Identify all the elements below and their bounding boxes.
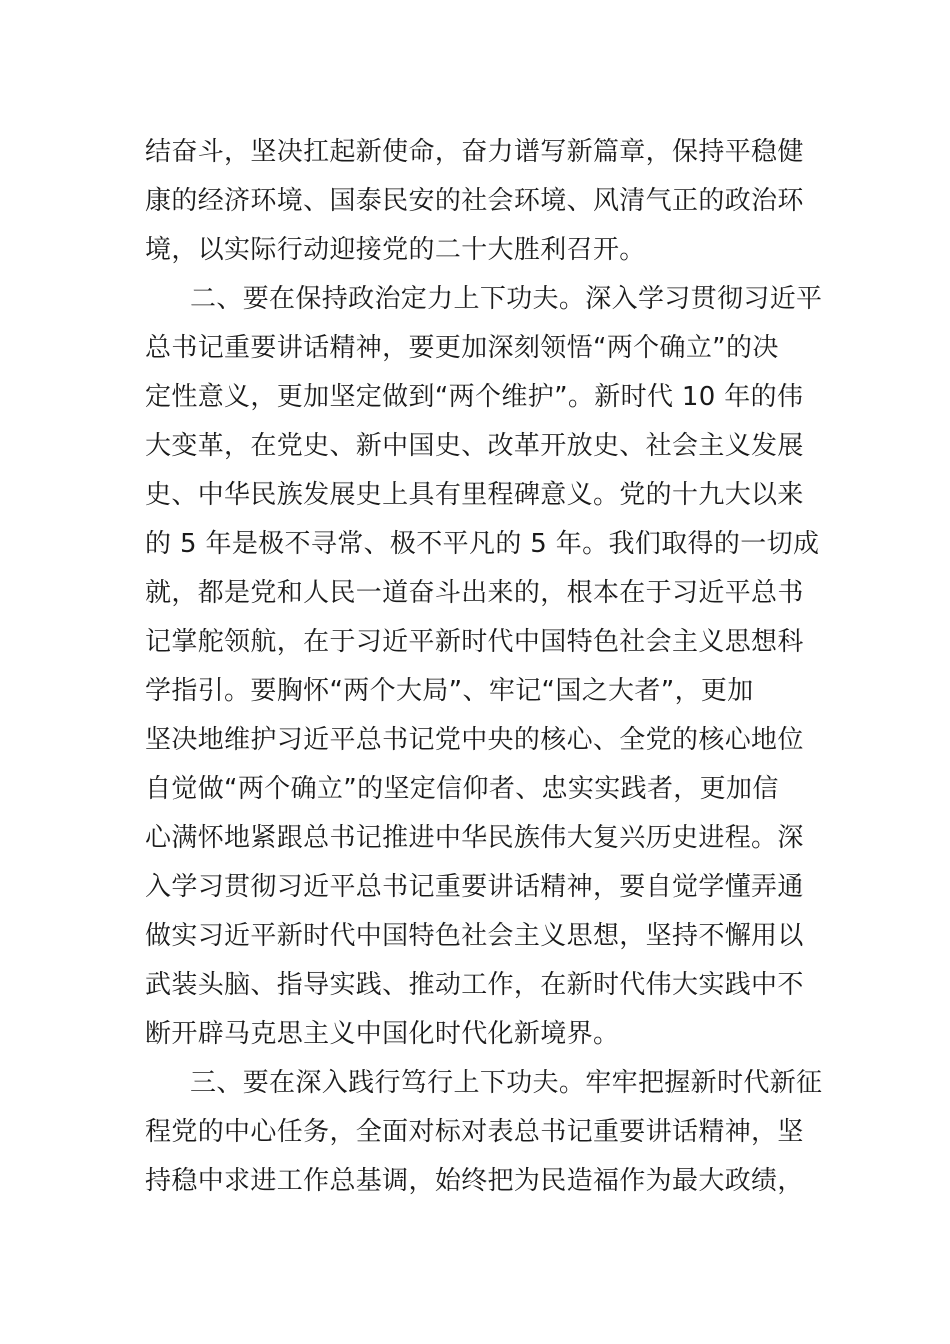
text-line: 定性意义，更加坚定做到“两个维护”。新时代 10 年的伟 (145, 382, 804, 412)
text-line: 学指引。要胸怀“两个大局”、牢记“国之大者”，更加 (145, 676, 754, 706)
text-line: 的 5 年是极不寻常、极不平凡的 5 年。我们取得的一切成 (145, 529, 820, 559)
text-line: 做实习近平新时代中国特色社会主义思想，坚持不懈用以 (145, 921, 804, 951)
text-line: 坚决地维护习近平总书记党中央的核心、全党的核心地位 (145, 725, 804, 755)
document-body (145, 128, 823, 1206)
text-line: 结奋斗，坚决扛起新使命，奋力谱写新篇章，保持平稳健 (145, 137, 804, 167)
text-line: 入学习贯彻习近平总书记重要讲话精神，要自觉学懂弄通 (145, 872, 804, 902)
text-line: 史、中华民族发展史上具有里程碑意义。党的十九大以来 (145, 480, 804, 510)
text-line: 持稳中求进工作总基调，始终把为民造福作为最大政绩， (145, 1166, 804, 1196)
section-two-heading-line: 二、要在保持政治定力上下功夫。深入学习贯彻习近平 (190, 284, 823, 314)
text-line: 断开辟马克思主义中国化时代化新境界。 (145, 1019, 620, 1049)
text-line: 记掌舵领航，在于习近平新时代中国特色社会主义思想科 (145, 627, 804, 657)
text-line: 境，以实际行动迎接党的二十大胜利召开。 (145, 235, 646, 265)
text-line: 武装头脑、指导实践、推动工作，在新时代伟大实践中不 (145, 970, 804, 1000)
text-line: 自觉做“两个确立”的坚定信仰者、忠实实践者，更加信 (145, 774, 779, 804)
section-three-heading-line: 三、要在深入践行笃行上下功夫。牢牢把握新时代新征 (190, 1068, 823, 1098)
text-line: 总书记重要讲话精神，要更加深刻领悟“两个确立”的决 (145, 333, 779, 363)
text-line: 大变革，在党史、新中国史、改革开放史、社会主义发展 (145, 431, 804, 461)
text-line: 心满怀地紧跟总书记推进中华民族伟大复兴历史进程。深 (145, 823, 804, 853)
text-line: 程党的中心任务，全面对标对表总书记重要讲话精神，坚 (145, 1117, 804, 1147)
text-line: 就，都是党和人民一道奋斗出来的，根本在于习近平总书 (145, 578, 804, 608)
text-line: 康的经济环境、国泰民安的社会环境、风清气正的政治环 (145, 186, 804, 216)
